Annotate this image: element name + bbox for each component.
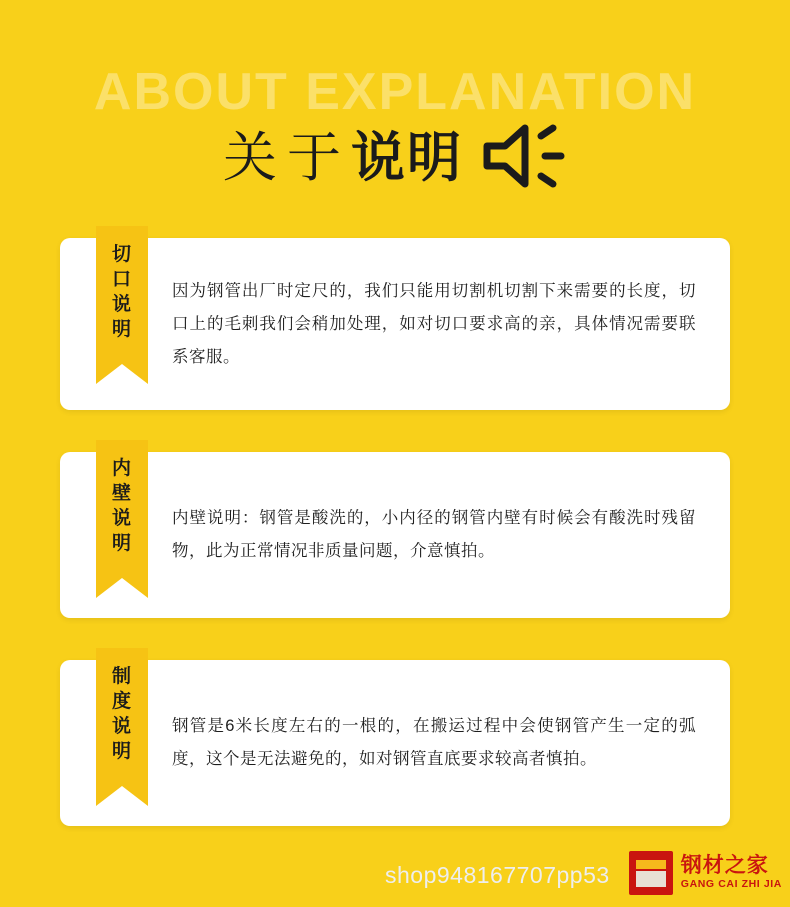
card-ribbon-label: 制 度 说 明 xyxy=(96,648,148,786)
box-icon xyxy=(629,851,673,895)
card-body-text: 因为钢管出厂时定尺的，我们只能用切割机切割下来需要的长度，切口上的毛刺我们会稍加处理，如对切口要求高的亲，具体情况需要联系客服。 xyxy=(172,281,696,366)
shop-watermark: shop948167707pp53 xyxy=(385,862,610,888)
card-body-text: 钢管是6米长度左右的一根的，在搬运过程中会使钢管产生一定的弧度，这个是无法避免的，如对钢管直底要求较高者慎拍。 xyxy=(172,717,696,768)
card-ribbon-label: 内 壁 说 明 xyxy=(96,440,148,578)
page-title xyxy=(0,118,790,197)
explanation-card xyxy=(60,452,730,618)
brand-name-en: GANG CAI ZHI JIA xyxy=(680,878,782,891)
speaker-icon xyxy=(481,120,567,197)
page-footer xyxy=(0,835,790,907)
page-title-part2: 说明 xyxy=(351,127,463,188)
card-body-text: 内壁说明：钢管是酸洗的，小内径的钢管内壁有时候会有酸洗时残留物，此为正常情况非质量问题，介意慎拍。 xyxy=(172,509,696,560)
card-ribbon-label: 切 口 说 明 xyxy=(96,226,148,364)
page-title-part1: 关于 xyxy=(223,127,351,188)
ghost-title: ABOUT EXPLANATION xyxy=(93,63,697,121)
brand-name-cn: 钢材之家 xyxy=(680,854,769,878)
explanation-card-list xyxy=(0,238,790,868)
explanation-card xyxy=(60,238,730,410)
explanation-card xyxy=(60,660,730,826)
page-header xyxy=(0,0,790,230)
brand-logo xyxy=(629,851,782,895)
